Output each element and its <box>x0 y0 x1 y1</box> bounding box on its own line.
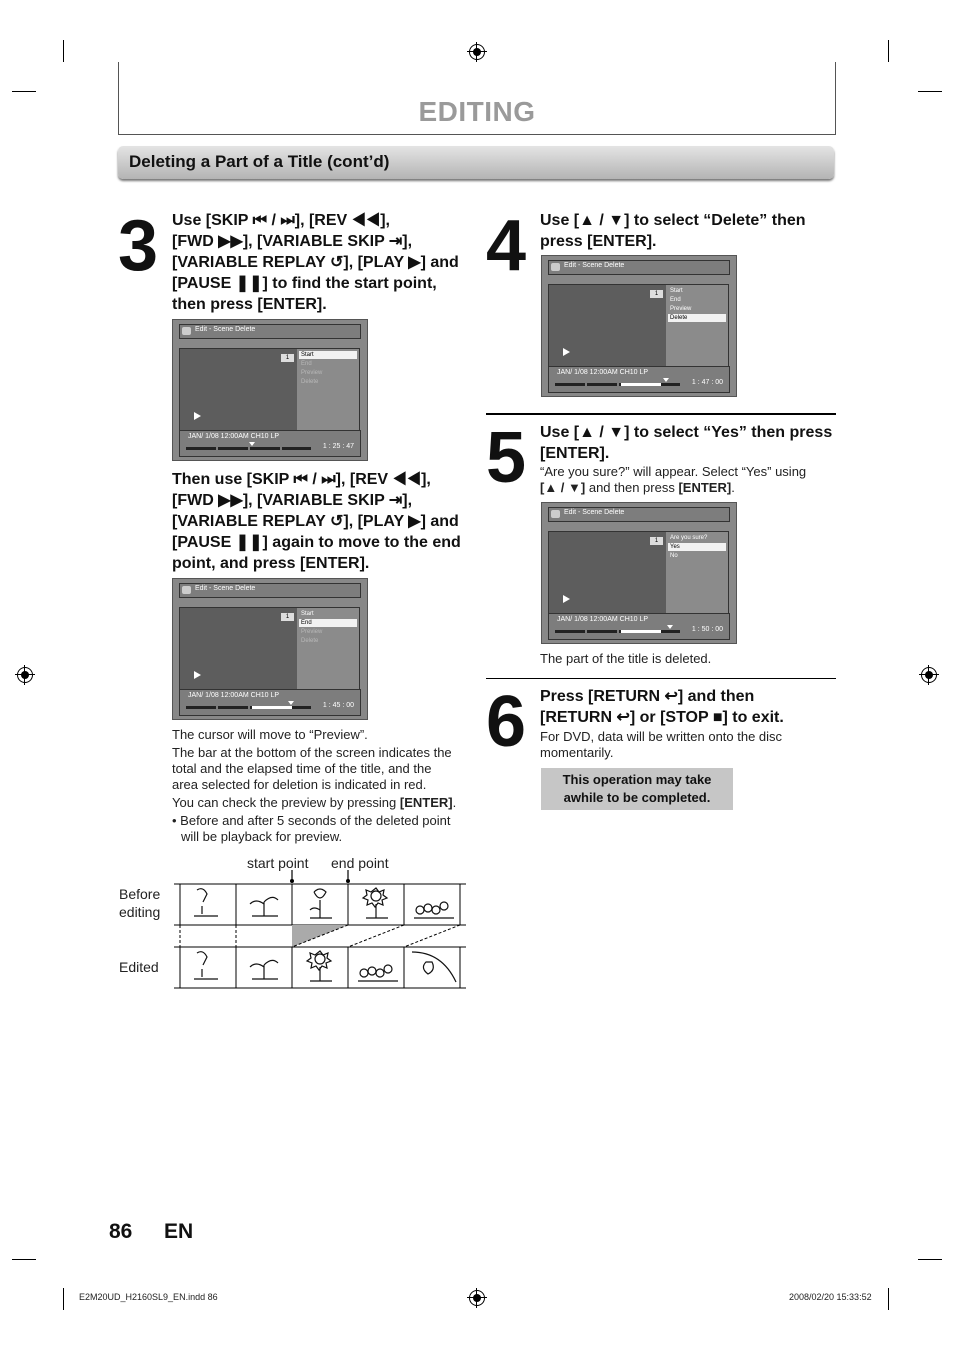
callout-box: This operation may take awhile to be completed. <box>541 768 733 810</box>
menu-item-end[interactable]: End <box>299 619 357 627</box>
osd-screen-delete <box>541 255 737 397</box>
divider <box>486 678 836 679</box>
menu-item-start[interactable]: Start <box>301 611 314 617</box>
step3-instruction-b: Then use [SKIP ⏮ / ⏭], [REV ◀◀], [FWD ▶▶], [VARIABLE SKIP ⇥], [VARIABLE REPLAY ↺], [PLAY ▶] and [PAUSE ❚❚] again to move to the end point, and press [ENTER]. <box>172 471 461 572</box>
menu-item-preview[interactable]: Preview <box>301 629 323 635</box>
menu-item-delete[interactable]: Delete <box>301 638 319 644</box>
osd-screen-start <box>172 319 368 461</box>
cocoon-icon <box>412 952 456 982</box>
menu-item-end[interactable]: End <box>301 361 312 367</box>
sprout-icon <box>250 960 278 979</box>
play-icon <box>194 671 201 679</box>
crop-mark <box>888 1288 889 1310</box>
osd-time: 1 : 50 : 00 <box>691 626 723 633</box>
osd-screen-confirm <box>541 502 737 644</box>
edit-diagram <box>172 866 468 992</box>
progress-bar <box>555 630 680 633</box>
step6-note: For DVD, data will be written onto the disc momentarily. <box>540 729 783 760</box>
crop-mark <box>12 1259 36 1260</box>
crop-mark <box>918 1259 942 1260</box>
title-number: 1 <box>281 354 294 362</box>
registration-mark-icon <box>469 1290 485 1306</box>
step4-instruction: Use [▲ / ▼] to select “Delete” then press [ENTER]. <box>540 212 806 250</box>
menu-item-delete[interactable]: Delete <box>301 379 319 385</box>
osd-title: Edit - Scene Delete <box>564 509 625 516</box>
before-editing-label: Before editing <box>119 886 161 920</box>
progress-bar <box>186 447 311 450</box>
step5-instruction: Use [▲ / ▼] to select “Yes” then press [ENTER]. <box>540 424 833 462</box>
crop-mark <box>888 40 889 62</box>
caterpillar-icon <box>414 902 454 918</box>
step3-notes: The cursor will move to “Preview”. The bar at the bottom of the screen indicates the total and the elapsed time of the title, and the area selected for deletion is indicated in red. You can check the preview by pressing [ENTER]. • Before and after 5 seconds of the deleted point will be playback for preview. <box>172 727 457 844</box>
page-number: 86 <box>109 1220 133 1243</box>
crop-mark <box>12 91 36 92</box>
step6-instruction: Press [RETURN ↩] and then [RETURN ↩] or [STOP ■] to exit. <box>540 688 784 726</box>
disc-icon <box>551 510 560 518</box>
step-number: 3 <box>118 206 159 286</box>
play-icon <box>563 595 570 603</box>
osd-info: JAN/ 1/08 12:00AM CH10 LP <box>188 692 280 699</box>
footer-file: E2M20UD_H2160SL9_EN.indd 86 <box>79 1292 218 1302</box>
menu-item-preview[interactable]: Preview <box>301 370 323 376</box>
divider <box>486 413 836 415</box>
menu-item-delete[interactable]: Delete <box>668 314 726 322</box>
registration-mark-icon <box>17 667 33 683</box>
registration-mark-icon <box>469 44 485 60</box>
osd-screen-end <box>172 578 368 720</box>
section-title: Deleting a Part of a Title (cont’d) <box>129 152 390 171</box>
crop-mark <box>63 40 64 62</box>
progress-bar <box>555 383 680 386</box>
section-header <box>118 146 834 179</box>
end-point-label: end point <box>331 855 389 871</box>
osd-title: Edit - Scene Delete <box>195 585 256 592</box>
osd-time: 1 : 47 : 00 <box>691 379 723 386</box>
progress-bar <box>186 706 311 709</box>
hand-seed-icon <box>194 889 218 916</box>
step-number: 4 <box>486 206 527 286</box>
confirm-yes[interactable]: Yes <box>668 543 726 551</box>
crop-mark <box>918 91 942 92</box>
disc-icon <box>182 327 191 335</box>
title-number: 1 <box>281 613 294 621</box>
step5-note: “Are you sure?” will appear. Select “Yes” using [▲ / ▼] and then press [ENTER]. <box>540 464 807 495</box>
step-number: 6 <box>486 682 527 762</box>
menu-item-start[interactable]: Start <box>299 351 357 359</box>
osd-time: 1 : 25 : 47 <box>322 443 354 450</box>
confirm-prompt: Are you sure? <box>670 535 708 541</box>
hand-seed-icon <box>194 952 218 979</box>
edited-label: Edited <box>119 959 159 975</box>
flower-icon <box>363 888 388 918</box>
menu-item-start[interactable]: Start <box>670 288 683 294</box>
caterpillar-icon <box>358 965 398 981</box>
registration-mark-icon <box>921 667 937 683</box>
crop-mark <box>63 1288 64 1310</box>
menu-item-end[interactable]: End <box>670 297 681 303</box>
step-number: 5 <box>486 418 527 498</box>
osd-info: JAN/ 1/08 12:00AM CH10 LP <box>188 433 280 440</box>
play-icon <box>563 348 570 356</box>
page-title: EDITING <box>418 96 536 127</box>
title-number: 1 <box>650 290 663 298</box>
disc-icon <box>182 586 191 594</box>
osd-title: Edit - Scene Delete <box>564 262 625 269</box>
play-icon <box>194 412 201 420</box>
osd-time: 1 : 45 : 00 <box>322 702 354 709</box>
title-number: 1 <box>650 537 663 545</box>
start-point-label: start point <box>247 855 309 871</box>
confirm-no[interactable]: No <box>670 553 678 559</box>
step5-result: The part of the title is deleted. <box>540 651 712 666</box>
flower-icon <box>307 951 332 981</box>
osd-info: JAN/ 1/08 12:00AM CH10 LP <box>557 369 649 376</box>
osd-title: Edit - Scene Delete <box>195 326 256 333</box>
menu-item-preview[interactable]: Preview <box>670 306 692 312</box>
language-code: EN <box>164 1220 194 1243</box>
footer-date: 2008/02/20 15:33:52 <box>789 1292 872 1302</box>
step3-instruction-a: Use [SKIP ⏮ / ⏭], [REV ◀◀], [FWD ▶▶], [VARIABLE SKIP ⇥], [VARIABLE REPLAY ↺], [PLAY ▶] and [PAUSE ❚❚] to find the start point, then press [ENTER]. <box>172 212 459 313</box>
disc-icon <box>551 263 560 271</box>
sprout-icon <box>250 897 278 916</box>
osd-info: JAN/ 1/08 12:00AM CH10 LP <box>557 616 649 623</box>
tulip-icon <box>310 889 332 918</box>
